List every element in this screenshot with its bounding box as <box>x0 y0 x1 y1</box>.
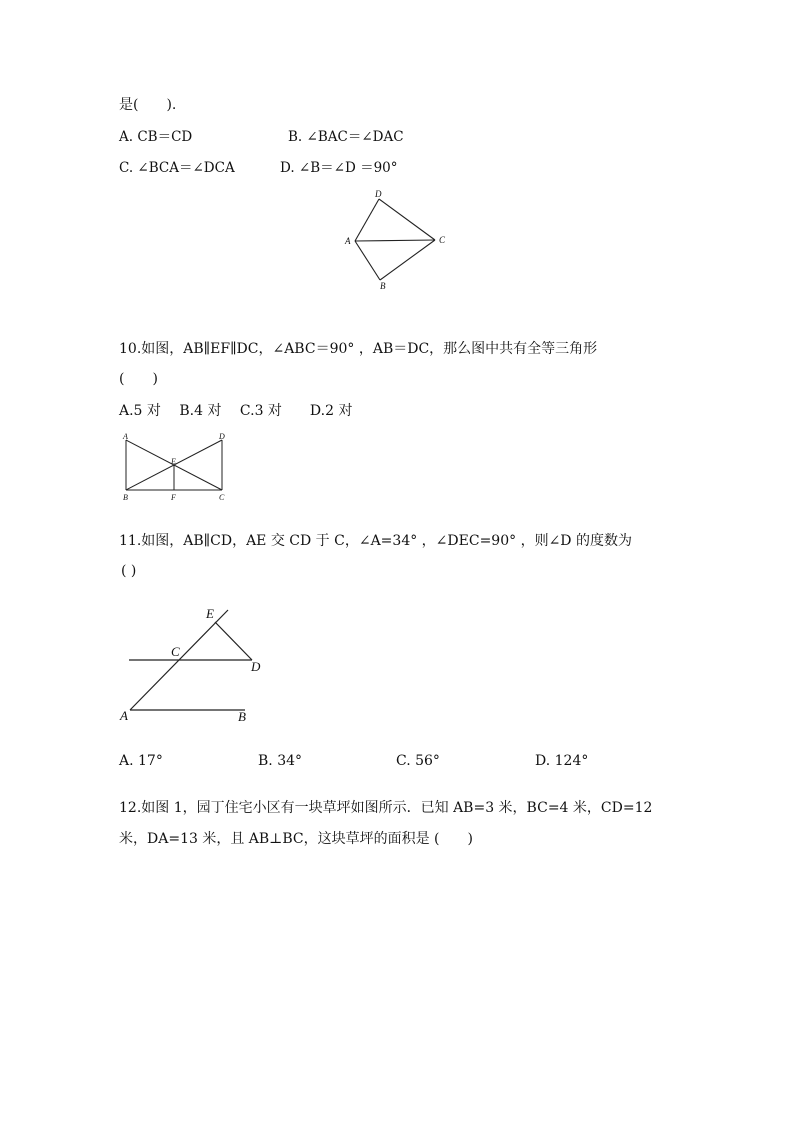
q9-label-c: C <box>439 235 446 245</box>
q11-paren: ( ) <box>121 563 137 579</box>
q12-line-1: 12.如图 1，园丁住宅小区有一块草坪如图所示．已知 AB=3 米，BC=4 米，CD=12 <box>119 800 653 816</box>
q10-label-b: B <box>123 493 128 502</box>
q9-segment-ac <box>355 240 435 241</box>
q9-option-d: D. ∠B＝∠D ＝90° <box>280 160 398 176</box>
q9-segment-ad <box>355 199 379 241</box>
q9-label-d: D <box>375 189 382 199</box>
q9-segment-bc <box>380 240 435 280</box>
q9-option-b: B. ∠BAC＝∠DAC <box>288 129 404 145</box>
q9-segment-dc <box>379 199 435 240</box>
q11-figure <box>115 600 280 730</box>
q10-label-d: D <box>219 432 225 441</box>
q11-option-b: B. 34° <box>258 753 303 769</box>
q9-segment-ab <box>355 241 380 280</box>
q11-label-e: E <box>206 606 214 621</box>
q9-stem-tail: 是( ). <box>119 97 177 113</box>
q10-label-c: C <box>219 493 225 502</box>
q11-label-c: C <box>171 644 180 659</box>
q11-option-a: A. 17° <box>119 753 163 769</box>
q10-paren: ( ) <box>119 371 158 387</box>
q11-label-d: D <box>251 659 261 674</box>
q10-label-a: A <box>123 432 128 441</box>
q11-option-c: C. 56° <box>396 753 440 769</box>
q9-option-c: C. ∠BCA＝∠DCA <box>119 160 235 176</box>
q11-segment-ed <box>215 622 252 660</box>
q10-label-e: E <box>171 457 176 466</box>
q9-label-b: B <box>380 281 386 291</box>
q9-option-a: A. CB＝CD <box>119 129 193 145</box>
q10-options: A.5 对 B.4 对 C.3 对 D.2 对 <box>119 403 353 419</box>
q9-figure <box>340 186 460 298</box>
q9-label-a: A <box>345 236 351 246</box>
q11-label-b: B <box>238 709 246 724</box>
q10-stem: 10.如图，AB∥EF∥DC，∠ABC＝90° ，AB＝DC，那么图中共有全等三角形 <box>119 341 598 357</box>
q11-stem: 11.如图，AB∥CD，AE 交 CD 于 C，∠A=34° ，∠DEC=90° ，则∠D 的度数为 <box>119 533 632 549</box>
q11-option-d: D. 124° <box>535 753 589 769</box>
q10-label-f: F <box>171 493 176 502</box>
q11-label-a: A <box>120 708 128 723</box>
q10-figure <box>118 430 233 505</box>
q12-line-2: 米，DA=13 米，且 AB⊥BC，这块草坪的面积是 ( ) <box>119 831 473 847</box>
